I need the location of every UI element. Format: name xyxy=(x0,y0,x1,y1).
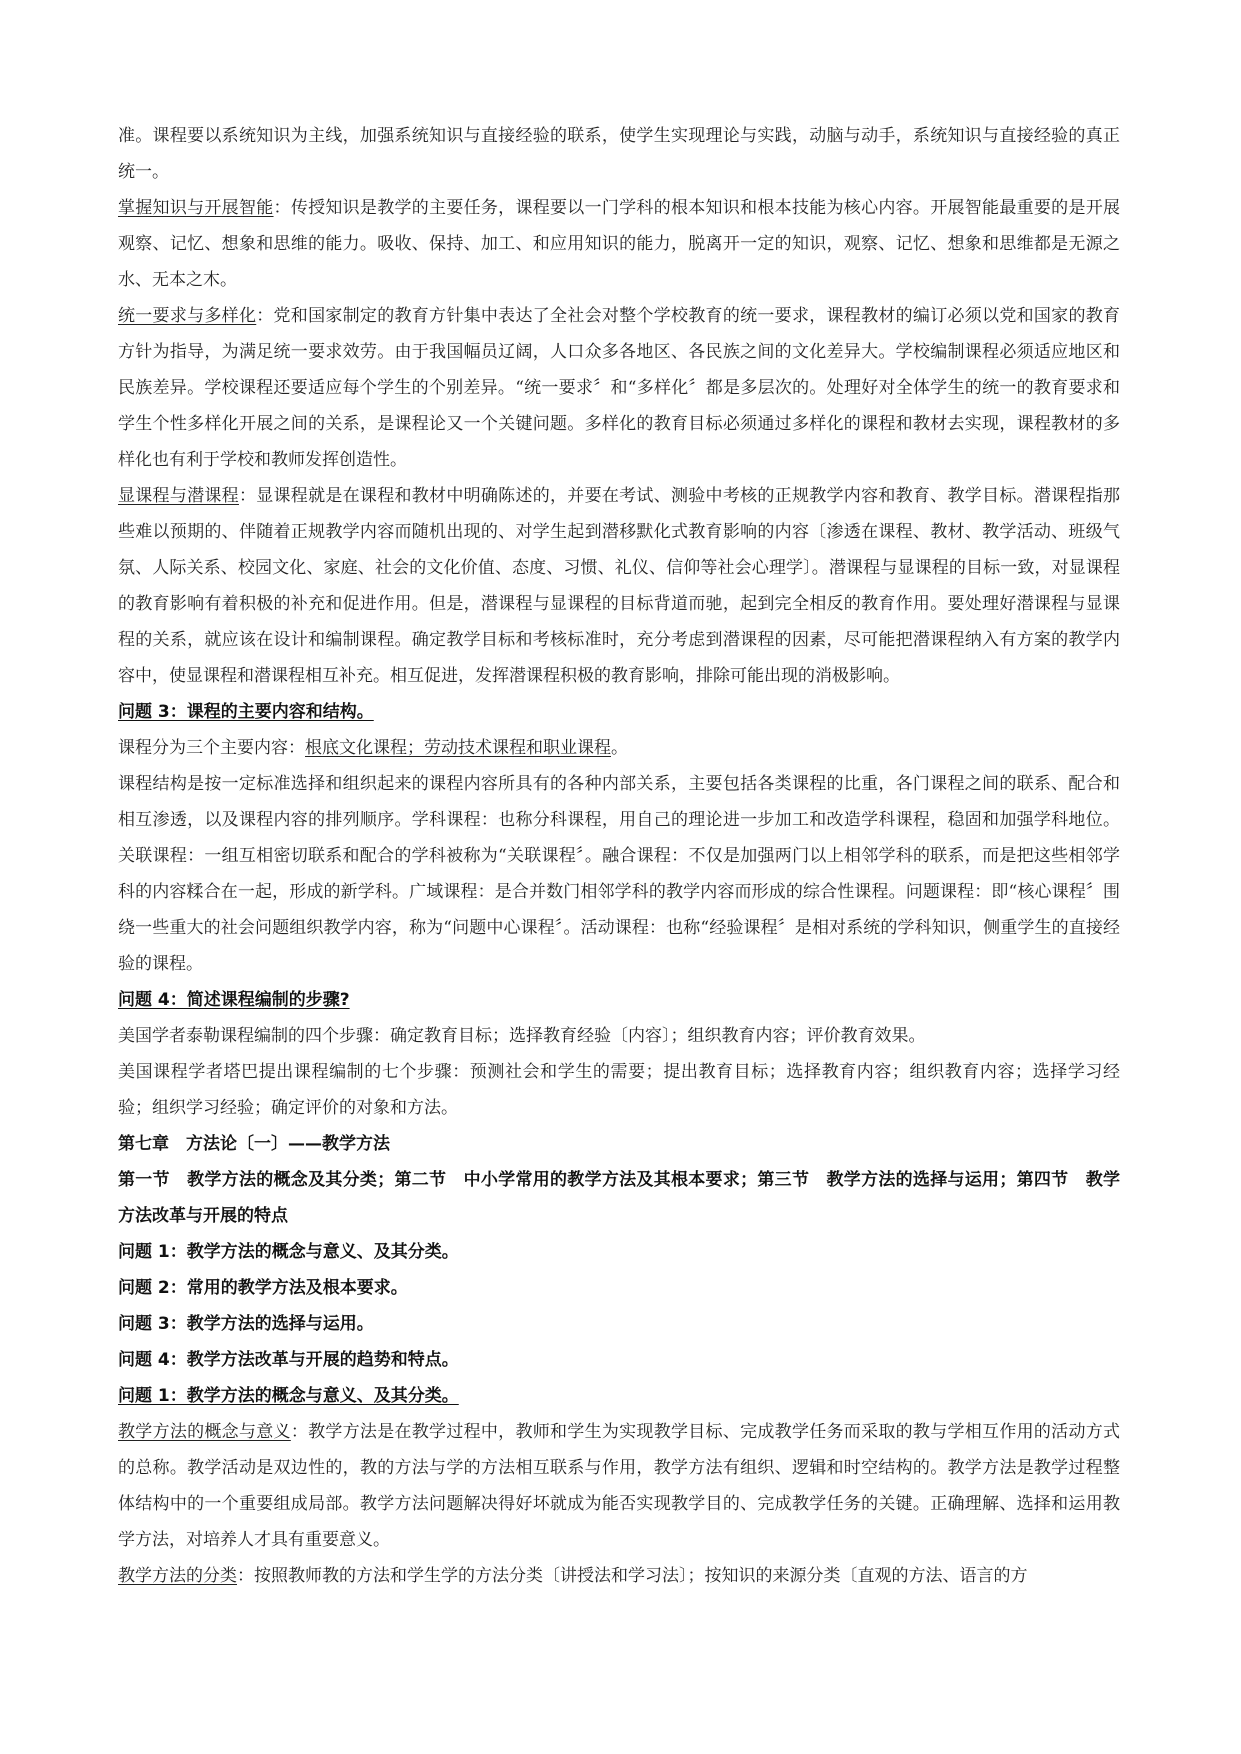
paragraph-text: 教学方法是在教学过程中，教师和学生为实现教学目标、完成教学任务而采取的教与学相互作用的活动方式的总称。教学活动是双边性的，教的方法与学的方法相互联系与作用，教学方法有组织、逻辑和时空结构的。教学方法是教学过程整体结构中的一个重要组成局部。教学方法问题解决得好坏就成为能否实现教学目的、完成教学任务的关键。正确理解、选择和运用教学方法，对培养人才具有重要意义。 xyxy=(118,1422,1121,1550)
paragraph-text: 显课程就是在课程和教材中明确陈述的，并要在考试、测验中考核的正规教学内容和教育、教学目标。潜课程指那些难以预期的、伴随着正规教学内容而随机出现的、对学生起到潜移默化式教育影响的内容〔渗透在课程、教材、教学活动、班级气氛、人际关系、校园文化、家庭、社会的文化价值、态度、习惯、礼仪、信仰等社会心理学〕。潜课程与显课程的目标一致，对显课程的教育影响有着积极的补充和促进作用。但是，潜课程与显课程的目标背道而驰，起到完全相反的教育作用。要处理好潜课程与显课程的关系，就应该在设计和编制课程。确定教学目标和考核标准时，充分考虑到潜课程的因素，尽可能把潜课程纳入有方案的教学内容中，使显课程和潜课程相互补充。相互促进，发挥潜课程积极的教育影响，排除可能出现的消极影响。 xyxy=(118,486,1121,686)
paragraph-teaching-method-concept xyxy=(118,1414,1120,1558)
paragraph-unity-diversity xyxy=(118,298,1120,478)
term-unity-diversity: 统一要求与多样化 xyxy=(118,306,257,326)
paragraph-curriculum-content xyxy=(118,730,1120,766)
heading-chapter-7: 第七章 方法论〔一〕——教学方法 xyxy=(118,1134,390,1154)
paragraph-explicit-hidden-curriculum xyxy=(118,478,1120,694)
heading-question-4: 问题 4：教学方法改革与开展的趋势和特点。 xyxy=(118,1350,459,1370)
term-curriculum-types: 根底文化课程；劳动技术课程和职业课程 xyxy=(305,738,611,758)
paragraph-text: 按照教师教的方法和学生学的方法分类〔讲授法和学习法〕；按知识的来源分类〔直观的方法、语言的方 xyxy=(254,1566,1028,1586)
paragraph-text: 。 xyxy=(611,738,628,758)
term-separator: ： xyxy=(290,1422,309,1442)
paragraph-text: 传授知识是教学的主要任务，课程要以一门学科的根本知识和根本技能为核心内容。开展智能最重要的是开展观察、记忆、想象和思维的能力。吸收、保持、加工、和应用知识的能力，脱离开一定的知识，观察、记忆、想象和思维都是无源之水、无本之木。 xyxy=(118,198,1121,290)
term-separator: ： xyxy=(273,198,291,218)
heading-question-3: 问题 3：教学方法的选择与运用。 xyxy=(118,1314,374,1334)
term-explicit-hidden-curriculum: 显课程与潜课程 xyxy=(118,486,239,506)
term-knowledge-intelligence: 掌握知识与开展智能 xyxy=(118,198,274,218)
paragraph-teaching-method-classification xyxy=(118,1558,1120,1594)
heading-question-2: 问题 2：常用的教学方法及根本要求。 xyxy=(118,1278,408,1298)
term-separator: ： xyxy=(238,486,257,506)
term-teaching-method-concept: 教学方法的概念与意义 xyxy=(118,1422,291,1442)
paragraph-curriculum-structure: 课程结构是按一定标准选择和组织起来的课程内容所具有的各种内部关系，主要包括各类课程的比重，各门课程之间的联系、配合和相互渗透，以及课程内容的排列顺序。学科课程：也称分科课程，用自己的理论进一步加工和改造学科课程，稳固和加强学科地位。关联课程：一组互相密切联系和配合的学科被称为“关联课程〞。融合课程：不仅是加强两门以上相邻学科的联系，而是把这些相邻学科的内容糅合在一起，形成的新学科。广域课程：是合并数门相邻学科的教学内容而形成的综合性课程。问题课程：即“核心课程〞围绕一些重大的社会问题组织教学内容，称为“问题中心课程〞。活动课程：也称“经验课程〞是相对系统的学科知识，侧重学生的直接经验的课程。 xyxy=(118,774,1120,974)
heading-question-4-curriculum: 问题 4：简述课程编制的步骤? xyxy=(118,990,350,1010)
heading-question-1-underlined: 问题 1：教学方法的概念与意义、及其分类。 xyxy=(118,1386,459,1406)
heading-question-1: 问题 1：教学方法的概念与意义、及其分类。 xyxy=(118,1242,459,1262)
paragraph-curriculum-unity: 准。课程要以系统知识为主线，加强系统知识与直接经验的联系，使学生实现理论与实践，动脑与动手，系统知识与直接经验的真正统一。 xyxy=(118,126,1120,182)
term-teaching-method-classification: 教学方法的分类 xyxy=(118,1566,237,1586)
paragraph-taba-steps: 美国课程学者塔巴提出课程编制的七个步骤：预测社会和学生的需要；提出教育目标；选择教育内容；组织教育内容；选择学习经验；组织学习经验；确定评价的对象和方法。 xyxy=(118,1062,1120,1118)
term-separator: ： xyxy=(256,306,274,326)
heading-question-3-curriculum: 问题 3：课程的主要内容和结构。 xyxy=(118,702,374,722)
paragraph-tyler-steps: 美国学者泰勒课程编制的四个步骤：确定教育目标；选择教育经验〔内容〕；组织教育内容；评价教育效果。 xyxy=(118,1026,926,1046)
paragraph-text: 党和国家制定的教育方针集中表达了全社会对整个学校教育的统一要求，课程教材的编订必须以党和国家的教育方针为指导，为满足统一要求效劳。由于我国幅员辽阔，人口众多各地区、各民族之间的文化差异大。学校编制课程必须适应地区和民族差异。学校课程还要适应每个学生的个别差异。“统一要求〞和“多样化〞都是多层次的。处理好对全体学生的统一的教育要求和学生个性多样化开展之间的关系，是课程论又一个关键问题。多样化的教育目标必须通过多样化的课程和教材去实现，课程教材的多样化也有利于学校和教师发挥创造性。 xyxy=(118,306,1121,470)
paragraph-text: 课程分为三个主要内容： xyxy=(118,738,305,758)
term-separator: ： xyxy=(237,1566,254,1586)
heading-sections: 第一节 教学方法的概念及其分类；第二节 中小学常用的教学方法及其根本要求；第三节 教学方法的选择与运用；第四节 教学方法改革与开展的特点 xyxy=(118,1170,1120,1226)
document-page xyxy=(118,118,1120,1594)
paragraph-knowledge-intelligence xyxy=(118,190,1120,298)
